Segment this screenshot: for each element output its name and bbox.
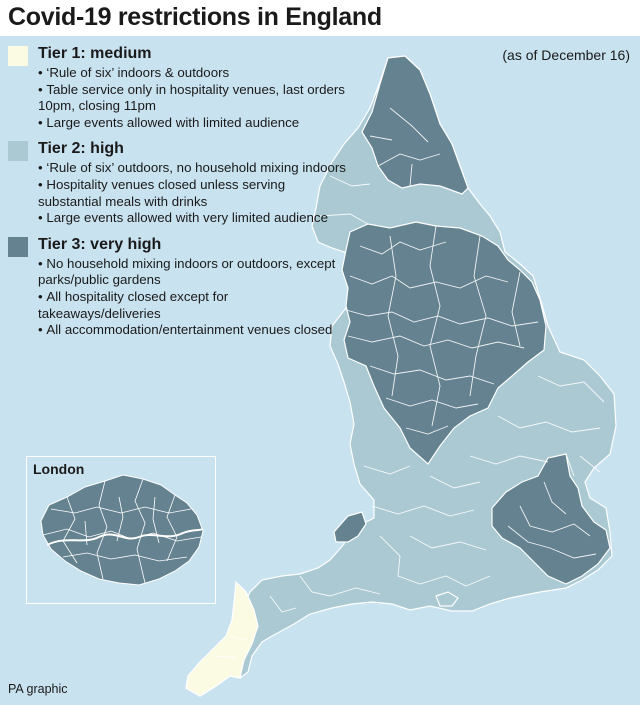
as-of-date: (as of December 16) [502,47,630,63]
tier-1-title: Tier 1: medium [38,45,152,62]
tier-3-swatch [8,237,28,257]
tier-2-swatch [8,141,28,161]
tier-2-bullet: • Hospitality venues closed unless serving substantial meals with drinks [38,177,348,210]
tier-2-title: Tier 2: high [38,140,124,158]
tier-1-swatch [8,46,28,66]
london-map [27,457,217,605]
legend-tier-3 [8,235,348,339]
tier-3-bullet: • No household mixing indoors or outdoors, except parks/public gardens [38,256,348,289]
page-title: Covid-19 restrictions in England [8,3,382,31]
london-boroughs [41,475,203,585]
tier-3-title: Tier 3: very high [38,235,162,253]
legend [8,44,348,347]
tier-3-bullet: • All hospitality closed except for takeaways/deliveries [38,289,348,322]
tier-1-bullet: • ‘Rule of six’ indoors & outdoors [38,65,348,82]
tier-1-bullet: • Large events allowed with limited audience [38,115,348,132]
tier-2-bullet: • Large events allowed with very limited audience [38,210,348,227]
credit: PA graphic [8,682,68,696]
legend-tier-2 [8,139,348,226]
tier-2-bullet: • ‘Rule of six’ outdoors, no household mixing indoors [38,160,348,177]
legend-tier-1 [8,44,348,131]
tier-1-bullet: • Table service only in hospitality venues, last orders 10pm, closing 11pm [38,82,348,115]
london-label: London [33,461,85,477]
map-panel [0,36,640,705]
tier-3-bullet: • All accommodation/entertainment venues closed [38,322,348,339]
london-inset [26,456,216,604]
